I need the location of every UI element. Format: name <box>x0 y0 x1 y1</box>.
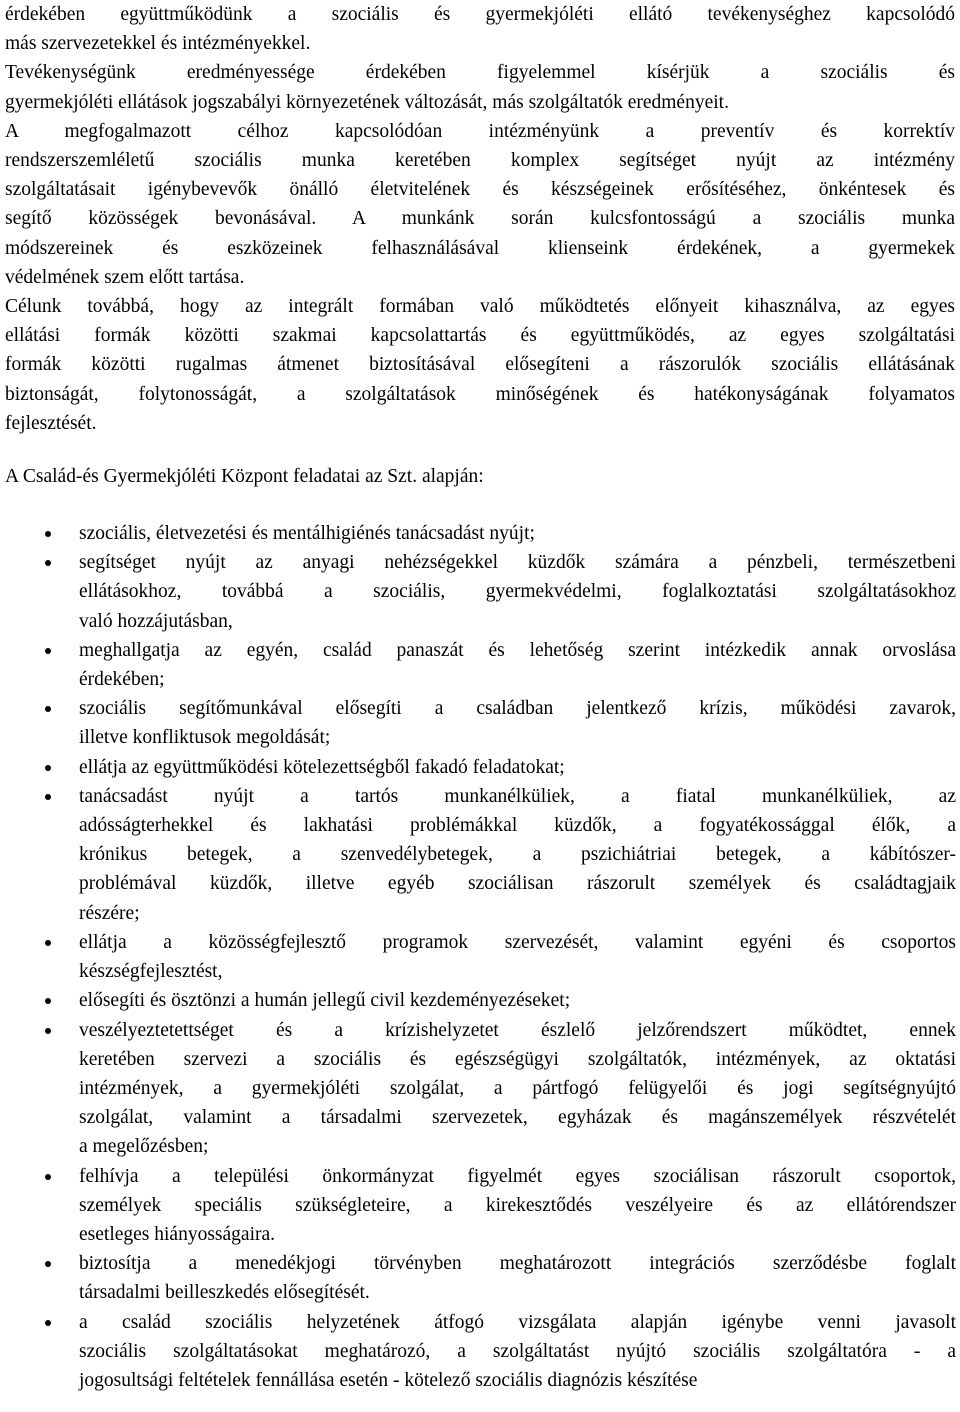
list-item <box>0 519 956 548</box>
list-item-text <box>79 1162 956 1250</box>
list-item-text <box>79 753 956 782</box>
paragraph-line: módszereinek és eszközeinek felhasználásával klienseink érdekének, a gyermekek <box>5 237 955 259</box>
paragraph-line: ellátási formák közötti szakmai kapcsolattartás és együttműködés, az egyes szolgáltatási <box>5 325 955 347</box>
paragraph-line: érdekében együttműködünk a szociális és gyermekjóléti ellátó tevékenységhez kapcsolódó <box>5 4 955 25</box>
paragraph <box>5 58 955 116</box>
bullet-icon <box>45 1320 51 1326</box>
list-item-text <box>79 1016 956 1162</box>
list-item-line: veszélyeztetettséget és a krízishelyzetet észlelő jelzőrendszert működtet, ennek <box>79 1019 956 1041</box>
list-item-line: segítséget nyújt az anyagi nehézségekkel küzdők számára a pénzbeli, természetbeni <box>79 552 956 574</box>
bullet-icon <box>45 794 51 800</box>
list-item-line: intézmények, a gyermekjóléti szolgálat, a pártfogó felügyelői és jogi segítségnyújtó <box>79 1077 956 1099</box>
list-item-line: személyek speciális szükségleteire, a kirekesztődés veszélyeire és az ellátórendszer <box>79 1194 956 1216</box>
list-item-line: esetleges hiányosságaira. <box>79 1223 276 1245</box>
list-item-line: szociális segítőmunkával elősegíti a családban jelentkező krízis, működési zavarok, <box>79 698 956 720</box>
list-item-text <box>79 694 956 752</box>
list-item-line: biztosítja a menedékjogi törvényben meghatározott integrációs szerződésbe foglalt <box>79 1253 956 1275</box>
paragraph-line: fejlesztését. <box>5 412 97 434</box>
paragraph-line: Tevékenységünk eredményessége érdekében figyelemmel kísérjük a szociális és <box>5 62 955 84</box>
list-item-line: szociális, életvezetési és mentálhigiénés tanácsadást nyújt; <box>79 523 535 545</box>
list-item-text <box>79 548 956 636</box>
list-item-line: tanácsadást nyújt a tartós munkanélküliek, a fiatal munkanélküliek, az <box>79 785 956 807</box>
paragraph-line: más szervezetekkel és intézményekkel. <box>5 33 311 55</box>
list-item <box>0 1162 956 1250</box>
paragraph <box>5 292 955 438</box>
paragraph-line: A megfogalmazott célhoz kapcsolódóan intézményünk a preventív és korrektív <box>5 120 955 142</box>
bullet-icon <box>45 648 51 654</box>
list-item-line: meghallgatja az egyén, család panaszát és lehetőség szerint intézkedik annak orvoslása <box>79 639 956 661</box>
list-item-line: a megelőzésben; <box>79 1136 209 1158</box>
paragraph-line: rendszerszemléletű szociális munka keretében komplex segítséget nyújt az intézmény <box>5 150 955 172</box>
list-item-line: ellátásokhoz, továbbá a szociális, gyermekvédelmi, foglalkoztatási szolgáltatásokhoz <box>79 581 956 603</box>
list-item-line: készségfejlesztést, <box>79 961 223 983</box>
paragraph-line: gyermekjóléti ellátások jogszabályi környezetének változását, más szolgáltatók eredményeit. <box>5 91 729 113</box>
bullet-icon <box>45 1028 51 1034</box>
list-item-line: szociális szolgáltatásokat meghatározó, a szolgáltatást nyújtó szociális szolgáltatóra - a <box>79 1340 956 1362</box>
list-item-line: ellátja az együttműködési kötelezettségből fakadó feladatokat; <box>79 756 565 778</box>
bullet-icon <box>45 1174 51 1180</box>
list-item-line: adósságterhekkel és lakhatási problémákkal küzdők, a fogyatékossággal élők, a <box>79 815 956 837</box>
list-item <box>0 1016 956 1162</box>
list-item-line: részére; <box>79 902 140 924</box>
bullet-icon <box>45 765 51 771</box>
intro-paragraphs <box>0 0 956 438</box>
list-item-text <box>79 1308 956 1396</box>
paragraph-line: biztonságát, folytonosságát, a szolgáltatások minőségének és hatékonyságának folyamatos <box>5 383 955 405</box>
list-item-line: érdekében; <box>79 669 165 691</box>
paragraph <box>5 117 955 292</box>
list-item <box>0 928 956 986</box>
paragraph-line: védelmének szem előtt tartása. <box>5 266 245 288</box>
list-item-line: problémával küzdők, illetve egyéb szociálisan rászorult személyek és családtagjaik <box>79 873 956 895</box>
bullet-icon <box>45 560 51 566</box>
list-item-text <box>79 636 956 694</box>
list-item-text <box>79 928 956 986</box>
list-item <box>0 1308 956 1396</box>
list-item-line: a család szociális helyzetének átfogó vizsgálata alapján igénybe venni javasolt <box>79 1311 956 1333</box>
list-item-line: krónikus betegek, a szenvedélybetegek, a pszichiátriai betegek, a kábítószer- <box>79 844 956 866</box>
bullet-icon <box>45 531 51 537</box>
bullet-icon <box>45 1261 51 1267</box>
list-item-text <box>79 782 956 928</box>
list-item-text <box>79 986 956 1015</box>
task-list <box>0 519 956 1395</box>
list-item-line: illetve konfliktusok megoldását; <box>79 727 331 749</box>
bullet-icon <box>45 940 51 946</box>
paragraph <box>5 0 955 58</box>
list-item-line: társadalmi beilleszkedés elősegítését. <box>79 1282 370 1304</box>
list-item-line: jogosultsági feltételek fennállása esetén - kötelező szociális diagnózis készítése <box>79 1369 698 1391</box>
bullet-icon <box>45 998 51 1004</box>
list-item <box>0 694 956 752</box>
paragraph-line: segítő közösségek bevonásával. A munkánk során kulcsfontosságú a szociális munka <box>5 208 955 230</box>
list-item-line: szolgálat, valamint a társadalmi szervezetek, egyházak és magánszemélyek részvételét <box>79 1107 956 1129</box>
list-item-line: keretében szervezi a szociális és egészségügyi szolgáltatók, intézmények, az oktatási <box>79 1048 956 1070</box>
list-item-line: felhívja a települési önkormányzat figyelmét egyes szociálisan rászorult csoportok, <box>79 1165 956 1187</box>
list-item-line: ellátja a közösségfejlesztő programok szervezését, valamint egyéni és csoportos <box>79 931 956 953</box>
list-item <box>0 986 956 1015</box>
list-item <box>0 548 956 636</box>
list-item <box>0 753 956 782</box>
list-item <box>0 1249 956 1307</box>
list-item-text <box>79 519 956 548</box>
paragraph-line: szolgáltatásait igénybevevők önálló életvitelének és készségeinek erősítéséhez, önkéntesek és <box>5 179 955 201</box>
list-item <box>0 782 956 928</box>
paragraph-line: Célunk továbbá, hogy az integrált formában való működtetés előnyeit kihasználva, az egyes <box>5 296 955 318</box>
list-item-line: való hozzájutásban, <box>79 610 233 632</box>
list-item-line: elősegíti és ösztönzi a humán jellegű civil kezdeményezéseket; <box>79 990 571 1012</box>
section-heading: A Család-és Gyermekjóléti Központ feladatai az Szt. alapján: <box>5 466 484 488</box>
paragraph-line: formák közötti rugalmas átmenet biztosításával elősegíteni a rászorulók szociális ellátásának <box>5 354 955 376</box>
list-item <box>0 636 956 694</box>
bullet-icon <box>45 706 51 712</box>
list-item-text <box>79 1249 956 1307</box>
